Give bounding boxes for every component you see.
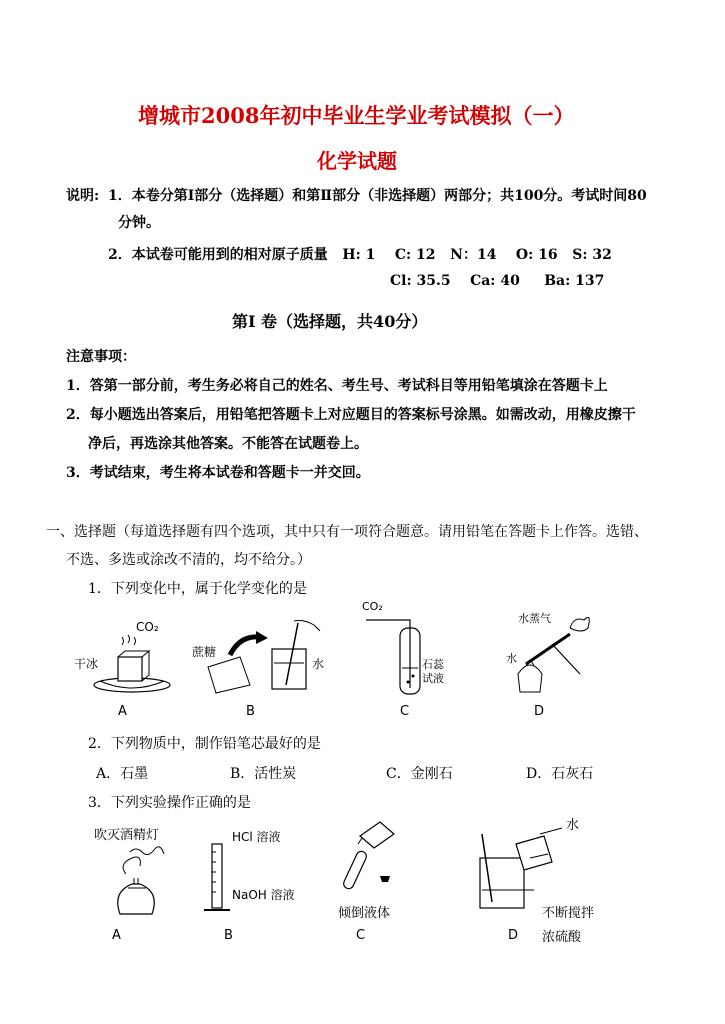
q3-d-label-acid: 浓硫酸	[542, 930, 582, 945]
instructions-line-2: 2．本试卷可能用到的相对原子质量 H: 1 C: 12 N：14 O: 16 S: 32	[108, 247, 612, 263]
q3-option-b: B	[224, 928, 233, 943]
note-3: 3．考试结束，考生将本试卷和答题卡一并交回。	[66, 465, 370, 481]
instructions-line-3: Cl: 35.5 Ca: 40 Ba: 137	[390, 273, 605, 289]
q1-figure-d	[500, 604, 600, 700]
note-2-cont: 净后，再选涂其他答案。不能答在试题卷上。	[88, 436, 368, 452]
page-title: 增城市2008年初中毕业生学业考试模拟（一）	[138, 103, 575, 128]
q3-figure-a	[90, 822, 200, 922]
section-heading-cont: 不选、多选或涂改不清的，均不给分。）	[66, 552, 311, 568]
q1-b-label-sugar: 蔗糖	[192, 645, 217, 659]
note-1: 1．答第一部分前，考生务必将自己的姓名、考生号、考试科目等用铅笔填涂在答题卡上	[66, 378, 608, 394]
question-1-stem: 1．下列变化中，属于化学变化的是	[88, 581, 307, 597]
q3-b-label-naoh: NaOH 溶液	[232, 888, 295, 902]
q2-option-d: D．石灰石	[526, 766, 594, 782]
q3-option-c: C	[356, 928, 366, 943]
q2-option-c: C．金刚石	[386, 766, 453, 782]
q1-figure-c	[360, 600, 460, 700]
q3-d-label-water: 水	[566, 818, 580, 833]
q1-a-label-co2: CO₂	[136, 620, 159, 634]
q2-option-a: A．石墨	[96, 766, 149, 782]
q3-c-label: 倾倒液体	[338, 906, 391, 921]
q3-figure-c	[330, 814, 430, 921]
q1-c-label-co2: CO₂	[362, 600, 383, 613]
q1-a-label-dry-ice: 干冰	[74, 657, 99, 671]
q1-b-label-water: 水	[312, 657, 325, 671]
q2-option-b: B．活性炭	[230, 766, 297, 782]
q1-option-b: B	[246, 704, 255, 719]
page-subtitle: 化学试题	[317, 149, 397, 173]
notes-title: 注意事项：	[66, 349, 136, 365]
q3-option-a: A	[112, 928, 121, 943]
q3-a-label: 吹灭酒精灯	[94, 828, 160, 843]
instructions-line-1-cont: 分钟。	[118, 215, 160, 231]
q1-c-label-solution: 试液	[422, 672, 444, 685]
q3-option-d: D	[508, 928, 519, 943]
q3-figure-b	[200, 822, 310, 922]
q1-figure-b	[190, 615, 330, 705]
question-2-stem: 2．下列物质中，制作铅笔芯最好的是	[88, 736, 321, 752]
q1-option-c: C	[400, 704, 410, 719]
q3-figure-d	[470, 814, 620, 924]
instructions-label: 说明:	[66, 188, 100, 204]
question-3-stem: 3．下列实验操作正确的是	[88, 795, 251, 811]
q1-d-label-steam: 水蒸气	[518, 612, 551, 625]
note-2: 2．每小题选出答案后，用铅笔把答题卡上对应题目的答案标号涂黑。如需改动，用橡皮擦干	[66, 407, 636, 423]
q1-c-label-litmus: 石蕊	[422, 658, 444, 671]
q3-d-label-stir: 不断搅拌	[542, 906, 595, 921]
q1-option-a: A	[118, 704, 127, 719]
section-heading: 一、选择题（每道选择题有四个选项，其中只有一项符合题意。请用铅笔在答题卡上作答。选错、	[46, 524, 648, 540]
q1-option-d: D	[534, 704, 545, 719]
q3-b-label-hcl: HCl 溶液	[232, 830, 281, 844]
q1-d-label-water: 水	[506, 652, 517, 665]
part1-heading: 第Ⅰ 卷（选择题，共40分）	[232, 312, 428, 331]
instructions-line-1: 1．本卷分第Ⅰ部分（选择题）和第Ⅱ部分（非选择题）两部分；共100分。考试时间80	[108, 188, 647, 204]
q1-figure-a	[70, 620, 190, 715]
